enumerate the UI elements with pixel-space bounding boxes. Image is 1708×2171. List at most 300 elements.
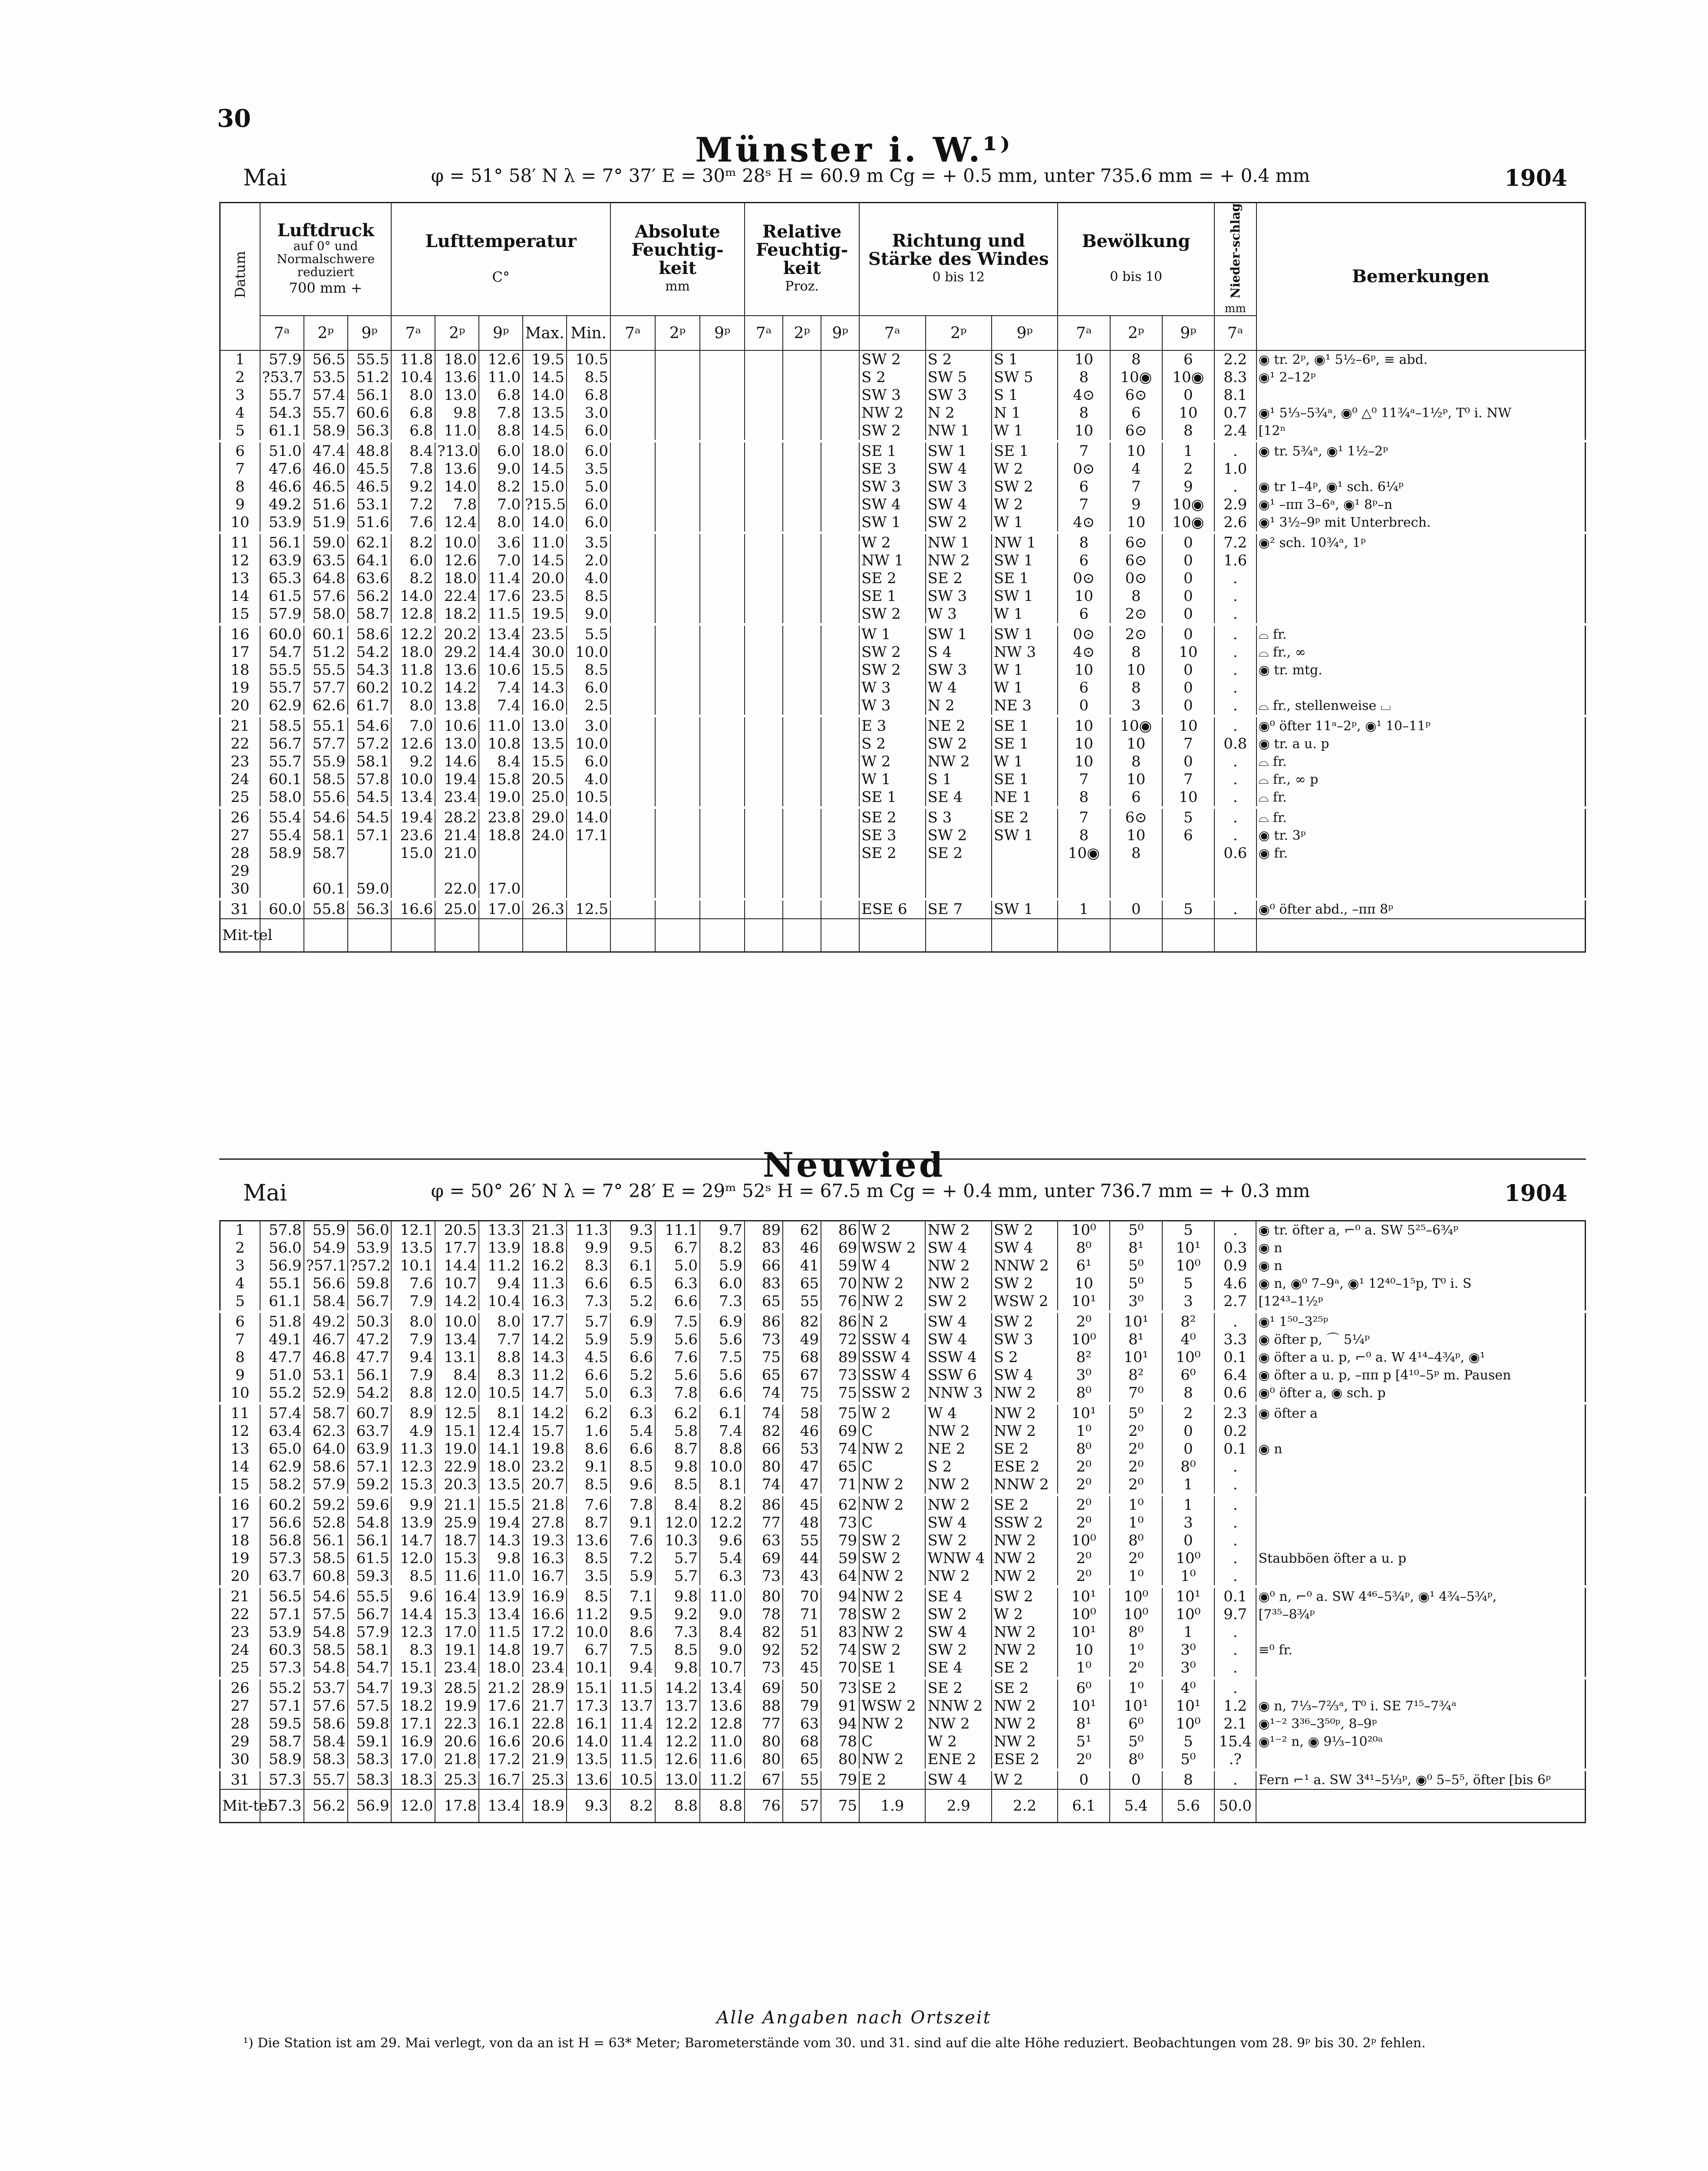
wind-cell: SE 1 [859,441,925,460]
temperature-cell: 24.0 [523,827,567,845]
wind-cell: WNW 4 [925,1550,991,1567]
wind-cell: NW 2 [925,1476,991,1495]
table-row [220,1641,1586,1659]
wind-cell: SW 4 [992,1239,1058,1257]
rel-humidity-cell [745,514,783,533]
abs-humidity-cell [610,478,655,496]
cloud-cell: 3⁰ [1058,1366,1110,1384]
date-cell: 30 [220,880,260,899]
wind-cell: S 1 [992,386,1058,404]
pressure-cell: 53.1 [304,1366,348,1384]
precipitation-cell: 0.9 [1214,1257,1256,1275]
cloud-cell: 6 [1058,552,1110,570]
temperature-cell: 15.3 [435,1550,479,1567]
rel-humidity-cell: 55 [783,1532,821,1550]
wind-cell: NW 1 [926,533,992,552]
temperature-cell: 15.5 [523,753,567,771]
temperature-cell: 20.3 [435,1476,479,1495]
wind-cell: NW 2 [859,1275,925,1293]
table-row [220,862,1586,880]
rel-humidity-cell [821,716,859,735]
temperature-cell: 6.0 [391,552,435,570]
rel-humidity-cell [821,552,859,570]
wind-cell: NW 2 [992,1550,1058,1567]
temperature-cell: 8.0 [391,697,435,716]
abs-humidity-cell [610,570,655,587]
table-row [220,1659,1586,1678]
temperature-cell: 15.3 [435,1606,479,1623]
remark-cell: [7³⁵–8¾ᵖ [1256,1606,1585,1623]
abs-humidity-cell [700,350,745,369]
wind-cell: SW 4 [992,1366,1058,1384]
precipitation-cell: . [1214,1221,1256,1240]
pressure-cell: 57.5 [304,1606,348,1623]
abs-humidity-cell [700,697,745,716]
cloud-cell: 4⊙ [1058,386,1110,404]
mittel-cell [1058,919,1110,952]
wind-cell: SW 4 [926,460,992,478]
cloud-cell: 10◉ [1162,496,1214,514]
mittel-cell [391,919,435,952]
rel-humidity-cell [745,422,783,441]
abs-humidity-cell [655,350,700,369]
wind-cell: SW 2 [859,661,925,679]
pressure-cell: 48.8 [348,441,392,460]
date-cell: 12 [220,1422,260,1440]
cloud-cell: 8⁰ [1110,1623,1162,1641]
pressure-cell: 57.7 [304,735,348,753]
wind-cell: NW 2 [859,1495,925,1514]
abs-humidity-cell [655,605,700,624]
abs-humidity-cell [655,862,700,880]
abs-humidity-cell: 5.2 [610,1293,655,1312]
temperature-cell: 17.6 [479,587,523,605]
pressure-cell: 63.5 [304,552,348,570]
temperature-cell: 21.0 [435,845,479,862]
cloud-cell: 5 [1162,1733,1214,1751]
rel-humidity-cell: 74 [821,1440,859,1458]
rel-humidity-cell [745,771,783,789]
precipitation-cell: 2.6 [1214,514,1256,533]
rel-humidity-cell [821,422,859,441]
temperature-cell: 15.1 [391,1659,435,1678]
rel-humidity-cell: 73 [745,1567,783,1587]
abs-humidity-cell: 8.1 [700,1476,745,1495]
abs-humidity-cell: 9.0 [700,1606,745,1623]
temperature-cell: 18.8 [479,827,523,845]
cloud-cell: 0 [1110,1770,1162,1789]
rel-humidity-cell: 65 [745,1366,783,1384]
sub-7a: 7ᵃ [745,316,783,350]
abs-humidity-cell: 7.5 [610,1641,655,1659]
date-cell: 14 [220,587,260,605]
rel-humidity-cell [783,899,821,919]
cloud-cell: 10 [1110,661,1162,679]
date-cell: 20 [220,1567,260,1587]
pressure-cell: 57.9 [260,350,304,369]
abs-humidity-cell: 7.6 [655,1349,700,1366]
precipitation-cell: . [1214,789,1256,808]
mittel-temperature: 17.8 [435,1789,479,1823]
precipitation-cell: . [1214,753,1256,771]
abs-humidity-cell [655,899,700,919]
abs-humidity-cell: 13.7 [655,1697,700,1715]
temperature-cell: 13.8 [435,697,479,716]
rel-humidity-cell: 80 [745,1751,783,1770]
rel-humidity-cell: 48 [783,1514,821,1532]
abs-humidity-cell: 5.9 [610,1567,655,1587]
abs-humidity-cell [655,827,700,845]
wind-cell: W 4 [859,1257,925,1275]
rel-humidity-cell: 73 [745,1331,783,1349]
remark-cell: ≡⁰ fr. [1256,1641,1585,1659]
date-cell: 24 [220,771,260,789]
cloud-cell: 10 [1058,422,1110,441]
abs-humidity-cell: 13.6 [700,1697,745,1715]
mittel-row [220,1789,1586,1823]
temperature-cell: 9.2 [391,478,435,496]
abs-humidity-cell: 10.0 [700,1458,745,1476]
temperature-cell: 6.0 [567,496,610,514]
cloud-cell: 10 [1162,716,1214,735]
pressure-cell [304,862,348,880]
cloud-cell: 10¹ [1110,1697,1162,1715]
remark-cell [1256,386,1586,404]
rel-humidity-cell: 62 [783,1221,821,1240]
rel-humidity-cell [783,441,821,460]
pressure-cell: 50.3 [348,1312,392,1331]
wind-cell: N 2 [926,404,992,422]
table-row [220,496,1586,514]
abs-humidity-cell [700,880,745,899]
table-row [220,1697,1586,1715]
rel-humidity-cell [745,808,783,827]
temperature-cell: 23.5 [523,624,567,643]
pressure-cell: 56.6 [304,1275,348,1293]
abs-humidity-cell: 9.6 [700,1532,745,1550]
abs-humidity-cell [610,899,655,919]
wind-cell: SE 7 [926,899,992,919]
temperature-cell: 30.0 [523,643,567,661]
temperature-cell: 8.5 [567,369,610,386]
rel-humidity-cell: 80 [745,1587,783,1606]
precipitation-cell: . [1214,661,1256,679]
pressure-cell: 60.2 [348,679,392,697]
temperature-cell: 12.8 [391,605,435,624]
precipitation-cell: . [1214,1659,1256,1678]
wind-cell: NW 1 [992,533,1058,552]
pressure-cell: 63.7 [348,1422,392,1440]
pressure-cell: 57.3 [260,1659,304,1678]
wind-cell: SW 2 [926,514,992,533]
wind-cell: SW 1 [859,514,925,533]
wind-cell: NW 2 [859,404,925,422]
remark-cell: ◉¹⁻² 3³⁶–3⁵⁰ᵖ, 8–9ᵖ [1256,1715,1585,1733]
wind-cell: SE 2 [859,845,925,862]
table-row [220,716,1586,735]
cloud-cell: 10 [1058,661,1110,679]
date-cell: 24 [220,1641,260,1659]
rel-humidity-cell: 63 [745,1532,783,1550]
pressure-cell: 58.7 [304,1403,348,1422]
temperature-cell: 13.5 [479,1476,523,1495]
abs-humidity-cell: 6.3 [610,1403,655,1422]
wind-cell: W 2 [992,496,1058,514]
rel-humidity-cell [783,460,821,478]
rel-humidity-cell [783,386,821,404]
abs-humidity-cell [610,404,655,422]
abs-humidity-cell: 13.7 [610,1697,655,1715]
cloud-cell: 6⊙ [1110,552,1162,570]
rel-humidity-cell: 59 [821,1550,859,1567]
rel-humidity-cell: 89 [745,1221,783,1240]
abs-humidity-cell [655,404,700,422]
abs-humidity-cell [655,422,700,441]
pressure-cell: 56.2 [348,587,392,605]
pressure-cell: 58.5 [304,1641,348,1659]
abs-humidity-cell [700,404,745,422]
precipitation-cell: . [1214,697,1256,716]
pressure-cell: ?53.7 [260,369,304,386]
temperature-cell: 7.9 [391,1366,435,1384]
wind-cell: SW 1 [992,899,1058,919]
precipitation-cell: 0.2 [1214,1422,1256,1440]
pressure-cell: 56.1 [348,1366,392,1384]
abs-humidity-cell: 11.0 [700,1733,745,1751]
temperature-cell: 23.4 [435,1659,479,1678]
precipitation-cell: 0.8 [1214,735,1256,753]
temperature-cell: 10.6 [479,661,523,679]
precipitation-cell: . [1214,771,1256,789]
remark-cell [1256,1495,1585,1514]
abs-humidity-cell [610,827,655,845]
wind-cell: SW 4 [925,1331,991,1349]
mittel-cell [700,919,745,952]
abs-humidity-cell [610,369,655,386]
pressure-cell: 59.5 [260,1715,304,1733]
temperature-cell: 3.5 [567,460,610,478]
abs-humidity-cell [610,587,655,605]
temperature-cell: 18.0 [479,1458,523,1476]
wind-cell: E 3 [859,716,925,735]
pressure-cell: 53.9 [260,514,304,533]
pressure-cell: 57.7 [304,679,348,697]
temperature-cell: 22.8 [523,1715,567,1733]
rel-humidity-cell [821,753,859,771]
rel-humidity-cell [821,386,859,404]
rel-humidity-cell [745,661,783,679]
rel-humidity-cell: 89 [821,1349,859,1366]
abs-humidity-cell [700,716,745,735]
rel-humidity-cell [745,716,783,735]
rel-humidity-cell: 46 [783,1422,821,1440]
cloud-cell: 10¹ [1058,1587,1110,1606]
pressure-cell: 54.3 [348,661,392,679]
cloud-cell: 10⁰ [1162,1550,1214,1567]
cloud-cell: 4⁰ [1162,1678,1214,1697]
sub-7a: 7ᵃ [1214,316,1256,350]
rel-humidity-cell [821,735,859,753]
pressure-cell: 59.8 [348,1715,392,1733]
pressure-cell: 55.6 [304,789,348,808]
temperature-cell: 13.9 [479,1587,523,1606]
temperature-cell: 11.3 [567,1221,610,1240]
sub-9p: 9ᵖ [700,316,745,350]
wind-cell: C [859,1422,925,1440]
remark-cell: ◉⁰ öfter abd., –ππ 8ᵖ [1256,899,1586,919]
precipitation-cell: 6.4 [1214,1366,1256,1384]
rel-humidity-cell [745,753,783,771]
temperature-cell: 29.0 [523,808,567,827]
wind-cell: SW 1 [926,441,992,460]
temperature-cell: 13.9 [479,1239,523,1257]
rel-humidity-cell: 70 [821,1275,859,1293]
rel-humidity-cell: 58 [783,1403,821,1422]
temperature-cell: 19.5 [523,350,567,369]
temperature-cell: 15.1 [435,1422,479,1440]
wind-cell [992,845,1058,862]
pressure-cell: 61.5 [348,1550,392,1567]
wind-cell: NW 2 [925,1495,991,1514]
rel-humidity-cell [783,570,821,587]
date-cell: 12 [220,552,260,570]
cloud-cell: 8¹ [1058,1715,1110,1733]
remark-cell: ◉ n [1256,1257,1585,1275]
rel-humidity-cell: 43 [783,1567,821,1587]
temperature-cell: 9.1 [567,1458,610,1476]
table-row [220,386,1586,404]
temperature-cell [523,845,567,862]
rel-humidity-cell: 55 [783,1293,821,1312]
abs-humidity-cell: 5.9 [700,1257,745,1275]
rel-humidity-cell: 94 [821,1715,859,1733]
date-cell: 5 [220,1293,260,1312]
mittel-cloud: 6.1 [1058,1789,1110,1823]
wind-cell: SW 4 [925,1770,991,1789]
temperature-cell: 12.6 [435,552,479,570]
table-row [220,771,1586,789]
cloud-cell: 10 [1110,827,1162,845]
cloud-cell: 7 [1162,735,1214,753]
wind-cell: SW 2 [859,605,925,624]
wind-cell: SW 1 [992,624,1058,643]
rel-humidity-cell: 74 [821,1641,859,1659]
pressure-cell: 53.7 [304,1678,348,1697]
rel-humidity-cell: 83 [745,1239,783,1257]
temperature-cell: 14.5 [523,552,567,570]
cloud-cell: 6⁰ [1110,1715,1162,1733]
cloud-cell: 10¹ [1162,1697,1214,1715]
rel-humidity-cell [745,605,783,624]
wind-cell: ENE 2 [925,1751,991,1770]
abs-humidity-cell: 6.5 [610,1275,655,1293]
cloud-cell: 0 [1162,552,1214,570]
remark-cell: ⌓ fr. [1256,789,1586,808]
wind-cell: SW 4 [925,1239,991,1257]
temperature-cell: 7.6 [567,1495,610,1514]
remark-cell [1256,1623,1585,1641]
date-cell: 1 [220,1221,260,1240]
precipitation-cell: 1.6 [1214,552,1256,570]
wind-cell: SW 3 [926,587,992,605]
pressure-cell: 58.5 [304,771,348,789]
abs-humidity-cell: 13.0 [655,1770,700,1789]
wind-cell: W 1 [992,514,1058,533]
remark-cell: ◉¹ 1⁵⁰–3²⁵ᵖ [1256,1312,1585,1331]
remark-cell [1256,679,1586,697]
abs-humidity-cell [700,570,745,587]
wind-cell: SW 2 [859,643,925,661]
temperature-cell: 5.0 [567,478,610,496]
pressure-cell: 51.2 [348,369,392,386]
wind-cell: N 2 [859,1312,925,1331]
cloud-cell: 10¹ [1058,1403,1110,1422]
cloud-cell: 10 [1110,441,1162,460]
temperature-cell: 20.2 [435,624,479,643]
rel-humidity-cell: 66 [745,1440,783,1458]
pressure-cell: 58.9 [260,845,304,862]
abs-humidity-cell: 6.6 [700,1384,745,1403]
precipitation-cell: 2.1 [1214,1715,1256,1733]
cloud-cell: 3 [1162,1514,1214,1532]
abs-humidity-cell: 5.0 [655,1257,700,1275]
temperature-cell: 7.8 [391,460,435,478]
remark-cell [1256,1659,1585,1678]
date-cell: 17 [220,643,260,661]
abs-humidity-cell: 12.2 [655,1733,700,1751]
mittel-cloud: 5.4 [1110,1789,1162,1823]
rel-humidity-cell: 59 [821,1257,859,1275]
wind-cell: W 3 [859,679,925,697]
temperature-cell: 10.0 [391,771,435,789]
wind-cell: NW 2 [925,1257,991,1275]
precipitation-cell: . [1214,624,1256,643]
temperature-cell: 11.0 [479,1567,523,1587]
abs-humidity-cell [610,880,655,899]
wind-cell: SE 2 [859,808,925,827]
temperature-cell: 19.4 [479,1514,523,1532]
mittel-label: Mit-tel [220,919,260,952]
cloud-cell: 0⊙ [1110,570,1162,587]
rel-humidity-cell: 80 [745,1458,783,1476]
remark-cell: ◉ öfter a u. p, ⌐⁰ a. W 4¹⁴–4¾ᵖ, ◉¹ [1256,1349,1585,1366]
wind-cell: W 2 [859,1403,925,1422]
abs-humidity-cell: 7.5 [655,1312,700,1331]
temperature-cell: 21.1 [435,1495,479,1514]
pressure-cell: 61.5 [260,587,304,605]
temperature-cell: 6.0 [479,441,523,460]
abs-humidity-cell: 6.6 [655,1293,700,1312]
remark-cell: ◉¹ –ππ 3–6ᵃ, ◉¹ 8ᵖ–n [1256,496,1586,514]
station-title-neuwied: Neuwied [762,1145,946,1185]
wind-cell: SW 2 [992,478,1058,496]
remark-cell: ◉ tr. 3ᵖ [1256,827,1586,845]
rel-humidity-cell [783,880,821,899]
abs-humidity-cell: 7.3 [700,1293,745,1312]
pressure-cell: 60.3 [260,1641,304,1659]
pressure-cell: 60.0 [260,899,304,919]
rel-humidity-cell [783,753,821,771]
temperature-cell: 7.8 [479,404,523,422]
pressure-cell: 57.1 [348,1458,392,1476]
abs-humidity-cell: 11.2 [700,1770,745,1789]
mittel-abs-humidity: 8.8 [700,1789,745,1823]
pressure-cell: 57.9 [260,605,304,624]
cloud-cell: 7 [1058,771,1110,789]
date-cell: 4 [220,404,260,422]
pressure-cell: 47.4 [304,441,348,460]
cloud-cell: 8 [1162,1770,1214,1789]
